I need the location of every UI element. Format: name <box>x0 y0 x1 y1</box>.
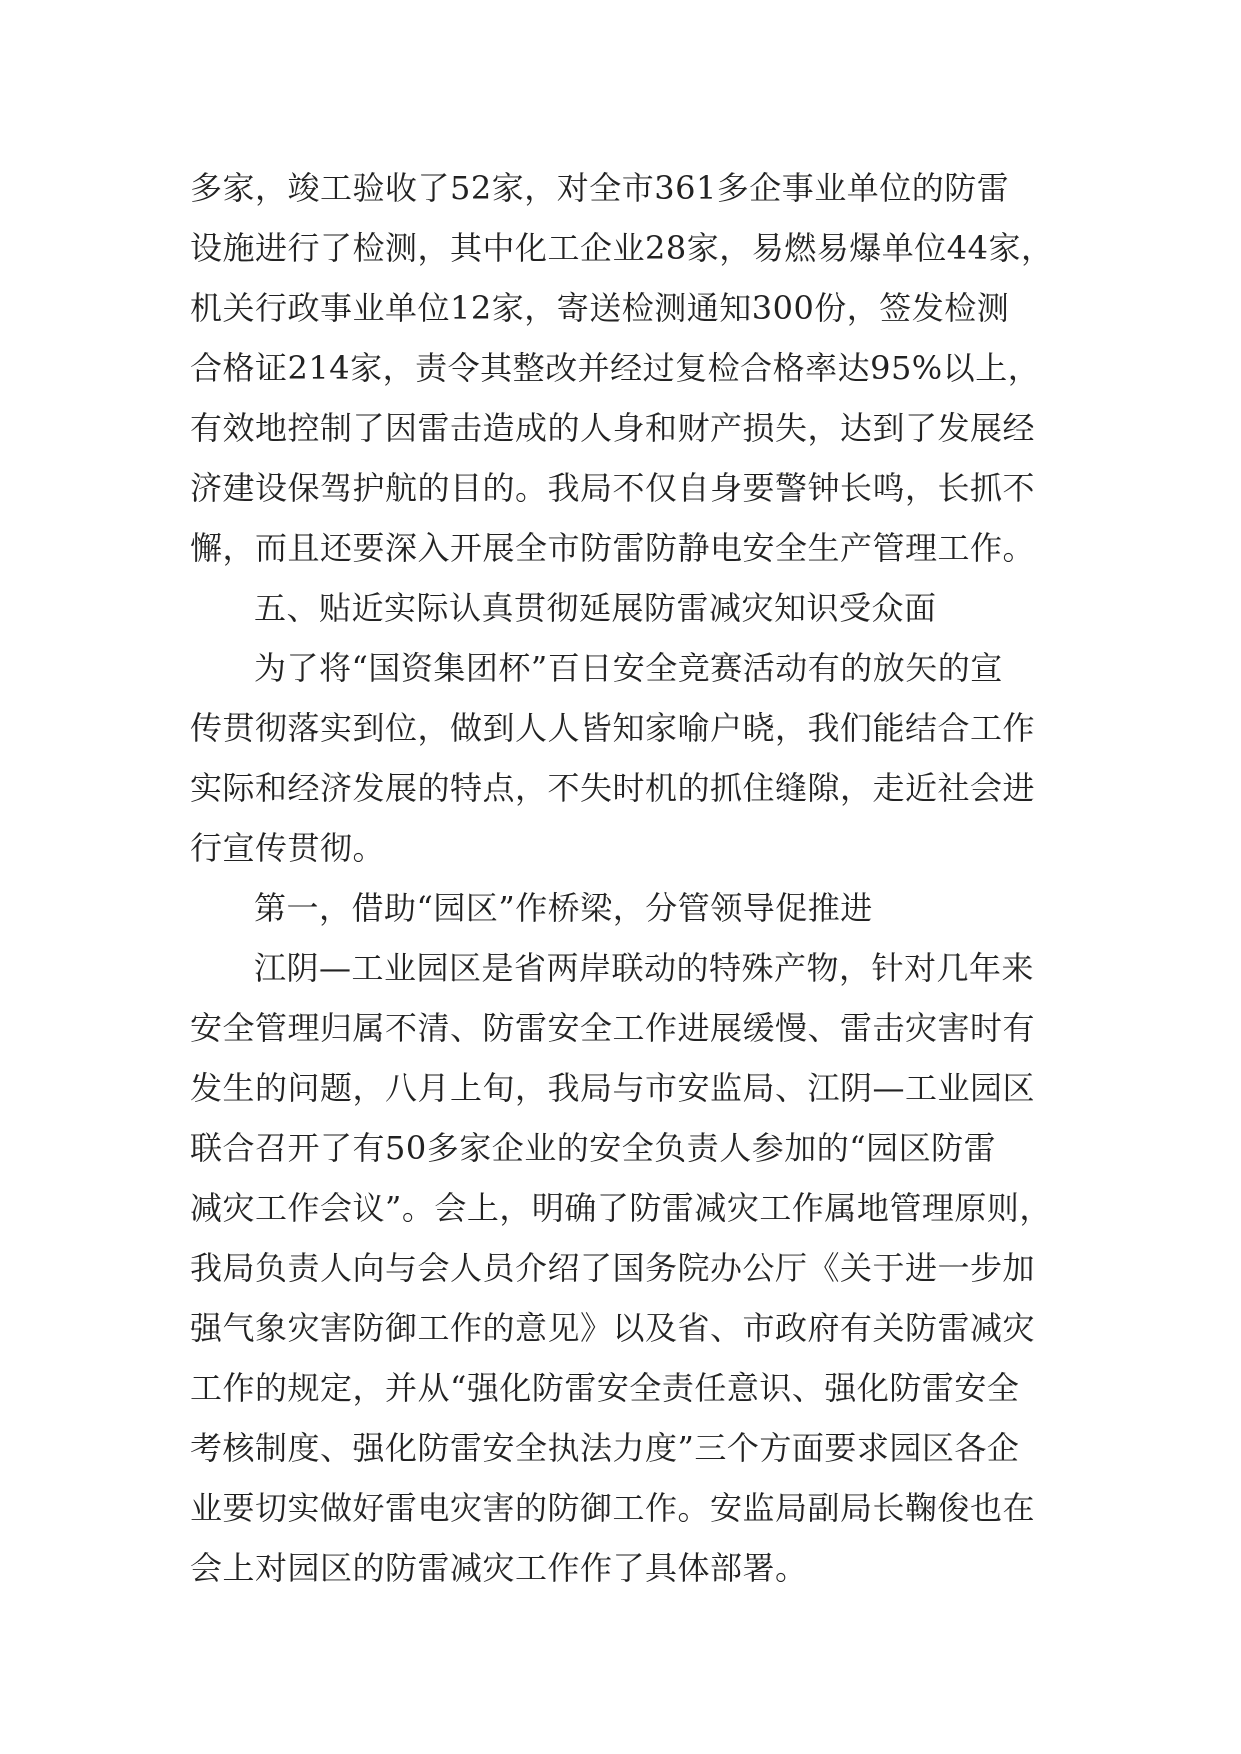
text-line: 第一，借助“园区”作桥梁，分管领导促推进 <box>254 889 873 927</box>
text-line: 设施进行了检测，其中化工企业28家，易燃易爆单位44家， <box>190 229 1054 267</box>
text-line: 强气象灾害防御工作的意见》以及省、市政府有关防雷减灾 <box>190 1309 1036 1347</box>
text-line: 有效地控制了因雷击造成的人身和财产损失，达到了发展经 <box>190 409 1036 447</box>
text-line: 安全管理归属不清、防雷安全工作进展缓慢、雷击灾害时有 <box>190 1009 1036 1047</box>
text-line: 业要切实做好雷电灾害的防御工作。安监局副局长鞠俊也在 <box>190 1489 1036 1527</box>
text-line: 传贯彻落实到位，做到人人皆知家喻户晓，我们能结合工作 <box>190 709 1036 747</box>
text-line: 我局负责人向与会人员介绍了国务院办公厅《关于进一步加 <box>190 1249 1036 1287</box>
text-line: 考核制度、强化防雷安全执法力度”三个方面要求园区各企 <box>190 1429 1020 1467</box>
text-line: 多家，竣工验收了52家，对全市361多企事业单位的防雷 <box>190 169 1010 207</box>
text-line: 工作的规定，并从“强化防雷安全责任意识、强化防雷安全 <box>190 1369 1020 1407</box>
text-line: 机关行政事业单位12家，寄送检测通知300份，签发检测 <box>190 289 1010 327</box>
text-line: 行宣传贯彻。 <box>190 829 386 867</box>
text-line: 实际和经济发展的特点，不失时机的抓住缝隙，走近社会进 <box>190 769 1036 807</box>
text-line: 发生的问题，八月上旬，我局与市安监局、江阴—工业园区 <box>190 1069 1036 1107</box>
text-line: 会上对园区的防雷减灾工作作了具体部署。 <box>190 1549 808 1587</box>
text-line: 江阴—工业园区是省两岸联动的特殊产物，针对几年来 <box>254 949 1035 987</box>
text-line: 五、贴近实际认真贯彻延展防雷减灾知识受众面 <box>254 589 937 627</box>
text-line: 合格证214家，责令其整改并经过复检合格率达95%以上， <box>190 349 1041 387</box>
text-line: 联合召开了有50多家企业的安全负责人参加的“园区防雷 <box>190 1129 997 1167</box>
text-line: 减灾工作会议”。会上，明确了防雷减灾工作属地管理原则， <box>190 1189 1052 1227</box>
text-line: 懈，而且还要深入开展全市防雷防静电安全生产管理工作。 <box>190 529 1036 567</box>
text-line: 济建设保驾护航的目的。我局不仅自身要警钟长鸣，长抓不 <box>190 469 1036 507</box>
document-body <box>190 158 1070 1598</box>
text-line: 为了将“国资集团杯”百日安全竞赛活动有的放矢的宣 <box>254 649 1003 687</box>
